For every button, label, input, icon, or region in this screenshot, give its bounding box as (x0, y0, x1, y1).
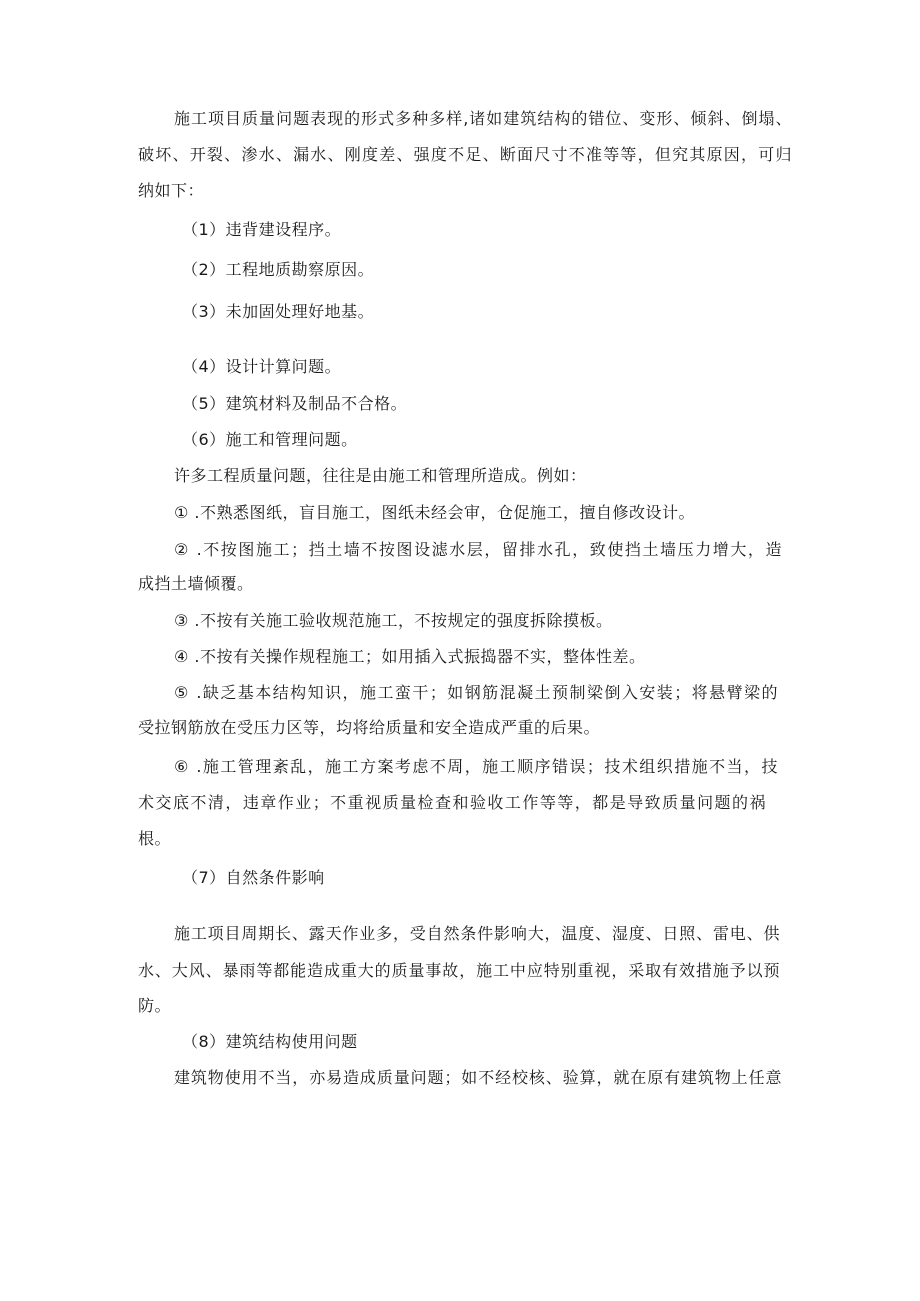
cause-item-6: （6）施工和管理问题。 (182, 430, 358, 449)
example-4: ④ .不按有关操作规程施工；如用插入式振捣器不实，整体性差。 (174, 647, 646, 666)
intro-line-2: 破坏、开裂、渗水、漏水、刚度差、强度不足、断面尺寸不准等等，但究其原因，可归 (138, 145, 792, 164)
intro-line-1: 施工项目质量问题表现的形式多种多样,诸如建筑结构的错位、变形、倾斜、倒塌、 (174, 109, 792, 128)
cause-item-1: （1）违背建设程序。 (182, 220, 342, 239)
example-1: ① .不熟悉图纸，盲目施工，图纸未经会审，仓促施工，擅自修改设计。 (174, 503, 696, 522)
usage-line-1: 建筑物使用不当，亦易造成质量问题；如不经校核、验算，就在原有建筑物上任意 (174, 1068, 782, 1087)
cause-item-2: （2）工程地质勘察原因。 (182, 260, 375, 279)
nature-line-3: 防。 (138, 996, 172, 1015)
cause-item-5: （5）建筑材料及制品不合格。 (182, 394, 408, 413)
cause-item-3: （3）未加固处理好地基。 (182, 302, 375, 321)
example-2-line-1: ② .不按图施工；挡土墙不按图设滤水层，留排水孔，致使挡土墙压力增大，造 (174, 540, 782, 559)
example-6-line-1: ⑥ .施工管理紊乱，施工方案考虑不周，施工顺序错误；技术组织措施不当，技 (174, 757, 778, 776)
example-6-line-2: 术交底不清，违章作业；不重视质量检查和验收工作等等，都是导致质量问题的祸 (138, 793, 766, 812)
example-5-line-2: 受拉钢筋放在受压力区等，均将给质量和安全造成严重的后果。 (138, 718, 601, 737)
cause-item-8: （8）建筑结构使用问题 (182, 1032, 358, 1051)
example-2-line-2: 成挡土墙倾覆。 (138, 574, 254, 593)
example-6-line-3: 根。 (138, 829, 172, 848)
management-intro: 许多工程质量问题，往往是由施工和管理所造成。例如： (174, 466, 587, 485)
example-3: ③ .不按有关施工验收规范施工，不按规定的强度拆除摸板。 (174, 611, 613, 630)
nature-line-1: 施工项目周期长、露天作业多，受自然条件影响大，温度、湿度、日照、雷电、供 (174, 924, 780, 943)
nature-line-2: 水、大风、暴雨等都能造成重大的质量事故，施工中应特别重视，采取有效措施予以预 (138, 961, 780, 980)
intro-line-3: 纳如下： (138, 181, 205, 200)
cause-item-7: （7）自然条件影响 (182, 868, 325, 887)
cause-item-4: （4）设计计算问题。 (182, 357, 342, 376)
example-5-line-1: ⑤ .缺乏基本结构知识，施工蛮干；如钢筋混凝土预制梁倒入安装；将悬臂梁的 (174, 683, 778, 702)
